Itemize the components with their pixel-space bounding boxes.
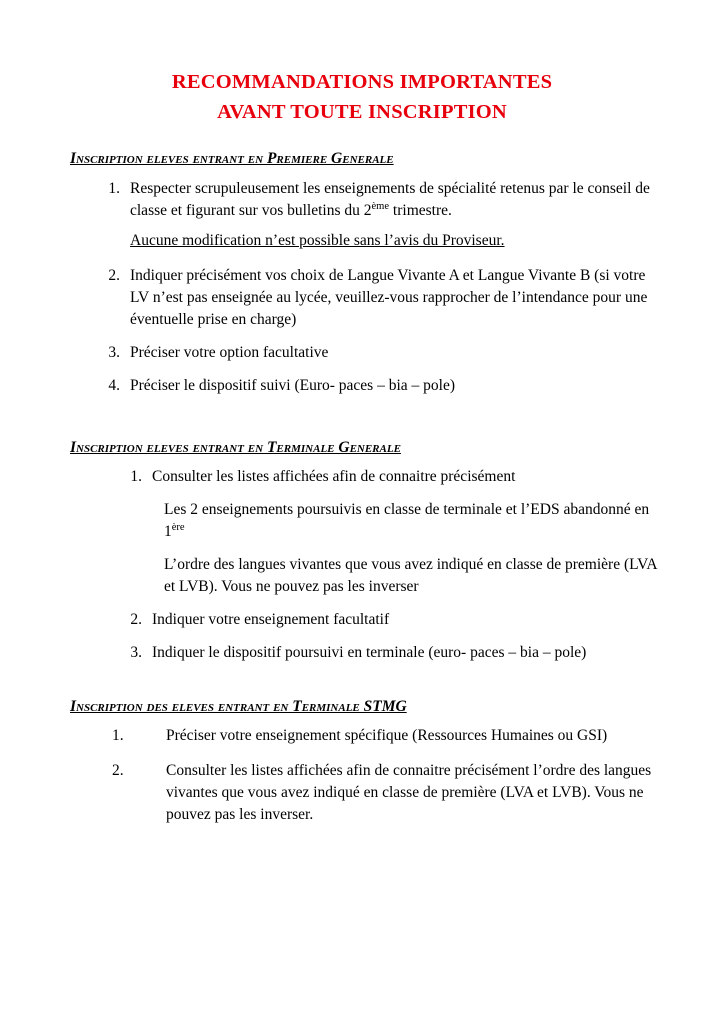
sub-paragraph <box>164 499 668 543</box>
list-item-note: Aucune modification n’est possible sans l’avis du Proviseur. <box>130 231 505 249</box>
list-item-number: 2. <box>130 610 142 628</box>
list-item-text-tail: trimestre. <box>389 201 452 219</box>
list-item-text: Préciser le dispositif suivi (Euro- paces – bia – pole) <box>130 376 455 394</box>
section-heading <box>70 438 668 458</box>
list-item-text: Indiquer le dispositif poursuivi en terminale (euro- paces – bia – pole) <box>152 643 587 661</box>
section-heading <box>70 697 668 717</box>
list-item-body <box>130 178 668 254</box>
list-item <box>56 265 668 331</box>
list-item-number: 1. <box>130 467 142 485</box>
list-item <box>56 642 668 664</box>
list-item-number: 1. <box>112 726 124 744</box>
list-item-text: Indiquer votre enseignement facultatif <box>152 610 390 628</box>
list-item-text: Respecter scrupuleusement les enseignements de spécialité retenus par le conseil de classe et figurant sur vos bulletins du 2 <box>130 179 650 219</box>
list-item-number: 3. <box>108 343 120 361</box>
title-line-1: RECOMMANDATIONS IMPORTANTES <box>171 71 553 93</box>
list-item <box>56 375 668 397</box>
list-item-text: Consulter les listes affichées afin de connaitre précisément <box>152 467 516 485</box>
section-terminale-generale <box>56 438 668 664</box>
superscript: ème <box>371 200 390 212</box>
superscript: ère <box>171 521 185 533</box>
section-heading-text: Inscription eleves entrant en Premiere Generale <box>70 150 394 168</box>
list-item <box>56 760 668 826</box>
list-item <box>56 609 668 631</box>
section-heading-text: Inscription des eleves entrant en Terminale STMG <box>70 697 407 715</box>
list-item-number: 1. <box>108 179 120 197</box>
section-item-list <box>56 178 668 397</box>
list-item <box>56 725 668 747</box>
list-item <box>56 342 668 364</box>
sub-paragraph: L’ordre des langues vivantes que vous avez indiqué en classe de première (LVA et LVB). Vous ne pouvez pas les inverser <box>164 555 657 595</box>
list-item-text: Préciser votre option facultative <box>130 343 329 361</box>
section-heading <box>70 149 668 169</box>
document-title <box>56 68 668 127</box>
list-item-text: Consulter les listes affichées afin de connaitre précisément l’ordre des langues vivantes que vous avez indiqué en classe de première (LVA et LVB). Vous ne pouvez pas les inverser. <box>166 761 652 823</box>
list-item-text: Préciser votre enseignement spécifique (Ressources Humaines ou GSI) <box>166 726 608 744</box>
list-item-number: 4. <box>108 376 120 394</box>
list-item <box>56 466 668 488</box>
list-item <box>56 178 668 254</box>
section-heading-text: Inscription eleves entrant en Terminale Generale <box>70 438 401 456</box>
list-item-number: 3. <box>130 643 142 661</box>
section-premiere-generale <box>56 149 668 396</box>
list-item-number: 2. <box>112 761 124 779</box>
section-terminale-stmg <box>56 697 668 826</box>
title-line-2: AVANT TOUTE INSCRIPTION <box>217 100 507 123</box>
section-item-list <box>56 725 668 826</box>
sub-paragraph-text: Les 2 enseignements poursuivis en classe de terminale et l’EDS abandonné en 1 <box>164 500 650 540</box>
list-item-number: 2. <box>108 266 120 284</box>
section-item-list <box>56 466 668 664</box>
list-item-text: Indiquer précisément vos choix de Langue Vivante A et Langue Vivante B (si votre LV n’est pas enseignée au lycée, veuillez-vous rapprocher de l’intendance pour une éventuelle prise en charge) <box>130 266 648 328</box>
